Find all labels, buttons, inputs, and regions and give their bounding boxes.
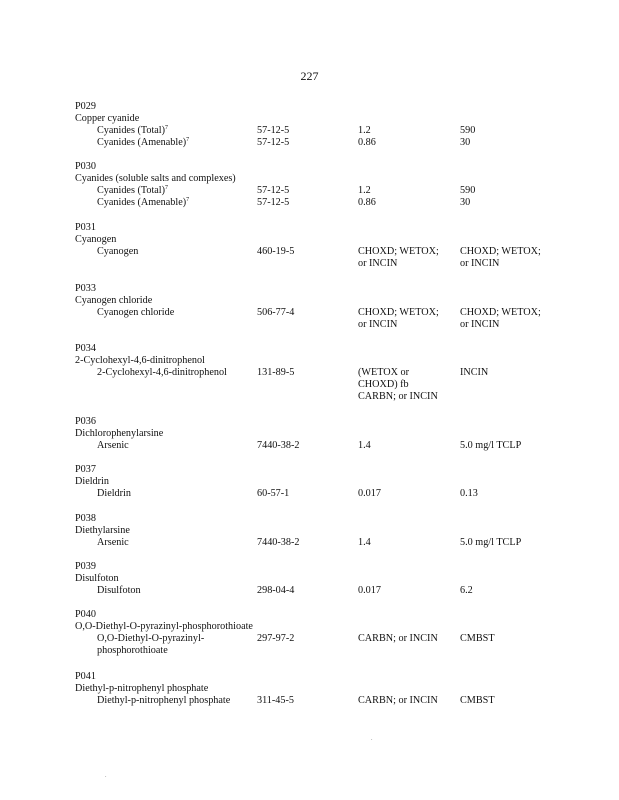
constituent-row	[75, 633, 595, 645]
waste-entry	[75, 101, 595, 149]
waste-name: O,O-Diethyl-O-pyrazinyl-phosphorothioate	[75, 621, 253, 632]
nonwastewater-standard: 0.13	[460, 488, 478, 499]
footnote-marker: 7	[186, 197, 190, 203]
wastewater-standard: 0.017	[358, 585, 381, 596]
waste-code: P041	[75, 671, 96, 682]
nonwastewater-standard: 590	[460, 125, 476, 136]
waste-code: P038	[75, 513, 96, 524]
wastewater-standard: CARBN; or INCIN	[358, 391, 438, 402]
constituent-row	[75, 585, 595, 597]
waste-code: P033	[75, 283, 96, 294]
waste-name: Cyanogen	[75, 234, 117, 245]
wastewater-standard: or INCIN	[358, 319, 398, 330]
waste-code: P036	[75, 416, 96, 427]
nonwastewater-standard: CHOXD; WETOX;	[460, 246, 541, 257]
constituent-row	[75, 197, 595, 209]
waste-code: P029	[75, 101, 96, 112]
waste-name: Diethylarsine	[75, 525, 130, 536]
cas-number: 57-12-5	[257, 185, 290, 196]
waste-name: 2-Cyclohexyl-4,6-dinitrophenol	[75, 355, 205, 366]
cas-number: 311-45-5	[257, 695, 294, 706]
constituent-name: Arsenic	[97, 440, 129, 451]
waste-code: P040	[75, 609, 96, 620]
constituent-row	[75, 319, 595, 331]
cas-number: 297-97-2	[257, 633, 295, 644]
constituent-row	[75, 537, 595, 549]
constituent-name: Cyanides (Amenable)$^7$	[97, 197, 190, 208]
constituent-row	[75, 367, 595, 379]
waste-name: Dichlorophenylarsine	[75, 428, 164, 439]
waste-code: P039	[75, 561, 96, 572]
constituent-name: 2-Cyclohexyl-4,6-dinitrophenol	[97, 367, 227, 378]
waste-name: Copper cyanide	[75, 113, 140, 124]
constituent-name: Disulfoton	[97, 585, 141, 596]
wastewater-standard: 1.4	[358, 537, 371, 548]
constituent-row	[75, 645, 595, 657]
cas-number: 131-89-5	[257, 367, 295, 378]
constituent-name: Cyanides (Amenable)$^7$	[97, 137, 190, 148]
constituent-row	[75, 391, 595, 403]
wastewater-standard: CARBN; or INCIN	[358, 633, 438, 644]
constituent-row	[75, 488, 595, 500]
wastewater-standard: 0.017	[358, 488, 381, 499]
constituent-name: O,O-Diethyl-O-pyrazinyl-	[97, 633, 205, 644]
waste-entry	[75, 609, 595, 657]
nonwastewater-standard: 6.2	[460, 585, 473, 596]
waste-entry	[75, 464, 595, 500]
wastewater-standard: 1.2	[358, 185, 371, 196]
constituent-row	[75, 307, 595, 319]
waste-entry	[75, 416, 595, 452]
constituent-name: phosphorothioate	[97, 645, 168, 656]
nonwastewater-standard: 5.0 mg/l TCLP	[460, 440, 522, 451]
constituent-name: Diethyl-p-nitrophenyl phosphate	[97, 695, 231, 706]
constituent-row	[75, 379, 595, 391]
nonwastewater-standard: CMBST	[460, 695, 495, 706]
wastewater-standard: CARBN; or INCIN	[358, 695, 438, 706]
constituent-row	[75, 137, 595, 149]
constituent-row	[75, 695, 595, 707]
constituent-row	[75, 258, 595, 270]
waste-entry	[75, 283, 595, 331]
waste-code: P031	[75, 222, 96, 233]
constituent-name: Cyanogen chloride	[97, 307, 175, 318]
nonwastewater-standard: 30	[460, 197, 471, 208]
waste-entry	[75, 343, 595, 403]
waste-name: Diethyl-p-nitrophenyl phosphate	[75, 683, 209, 694]
nonwastewater-standard: or INCIN	[460, 258, 500, 269]
wastewater-standard: (WETOX or	[358, 367, 410, 378]
cas-number: 57-12-5	[257, 137, 290, 148]
footnote-marker: 7	[165, 125, 169, 131]
waste-entry	[75, 161, 595, 209]
nonwastewater-standard: 590	[460, 185, 476, 196]
cas-number: 57-12-5	[257, 197, 290, 208]
nonwastewater-standard: 30	[460, 137, 471, 148]
wastewater-standard: CHOXD; WETOX;	[358, 246, 439, 257]
wastewater-standard: 0.86	[358, 197, 376, 208]
waste-code: P037	[75, 464, 96, 475]
cas-number: 460-19-5	[257, 246, 295, 257]
wastewater-standard: CHOXD; WETOX;	[358, 307, 439, 318]
cas-number: 60-57-1	[257, 488, 290, 499]
cas-number: 57-12-5	[257, 125, 290, 136]
wastewater-standard: or INCIN	[358, 258, 398, 269]
page-number: 227	[300, 69, 319, 83]
constituent-name: Dieldrin	[97, 488, 131, 499]
cas-number: 7440-38-2	[257, 440, 300, 451]
constituent-name: Arsenic	[97, 537, 129, 548]
waste-code: P030	[75, 161, 96, 172]
scan-speck: .	[105, 773, 107, 779]
waste-entry	[75, 561, 595, 597]
waste-code: P034	[75, 343, 96, 354]
constituent-name: Cyanides (Total)$^7$	[97, 125, 169, 136]
footnote-marker: 7	[186, 137, 190, 143]
footnote-marker: 7	[165, 185, 169, 191]
waste-name: Disulfoton	[75, 573, 119, 584]
cas-number: 506-77-4	[257, 307, 295, 318]
nonwastewater-standard: INCIN	[460, 367, 489, 378]
waste-name: Dieldrin	[75, 476, 109, 487]
constituent-row	[75, 246, 595, 258]
constituent-name: Cyanogen	[97, 246, 139, 257]
waste-entry	[75, 222, 595, 270]
constituent-row	[75, 125, 595, 137]
cas-number: 7440-38-2	[257, 537, 300, 548]
waste-name: Cyanides (soluble salts and complexes)	[75, 173, 236, 184]
constituent-row	[75, 185, 595, 197]
wastewater-standard: CHOXD) fb	[358, 379, 409, 390]
waste-entry	[75, 513, 595, 549]
wastewater-standard: 0.86	[358, 137, 376, 148]
waste-name: Cyanogen chloride	[75, 295, 153, 306]
nonwastewater-standard: CHOXD; WETOX;	[460, 307, 541, 318]
nonwastewater-standard: 5.0 mg/l TCLP	[460, 537, 522, 548]
wastewater-standard: 1.2	[358, 125, 371, 136]
nonwastewater-standard: CMBST	[460, 633, 495, 644]
nonwastewater-standard: or INCIN	[460, 319, 500, 330]
cas-number: 298-04-4	[257, 585, 295, 596]
wastewater-standard: 1.4	[358, 440, 371, 451]
constituent-row	[75, 440, 595, 452]
waste-entry	[75, 671, 595, 707]
constituent-name: Cyanides (Total)$^7$	[97, 185, 169, 196]
scan-speck: .	[371, 736, 373, 742]
